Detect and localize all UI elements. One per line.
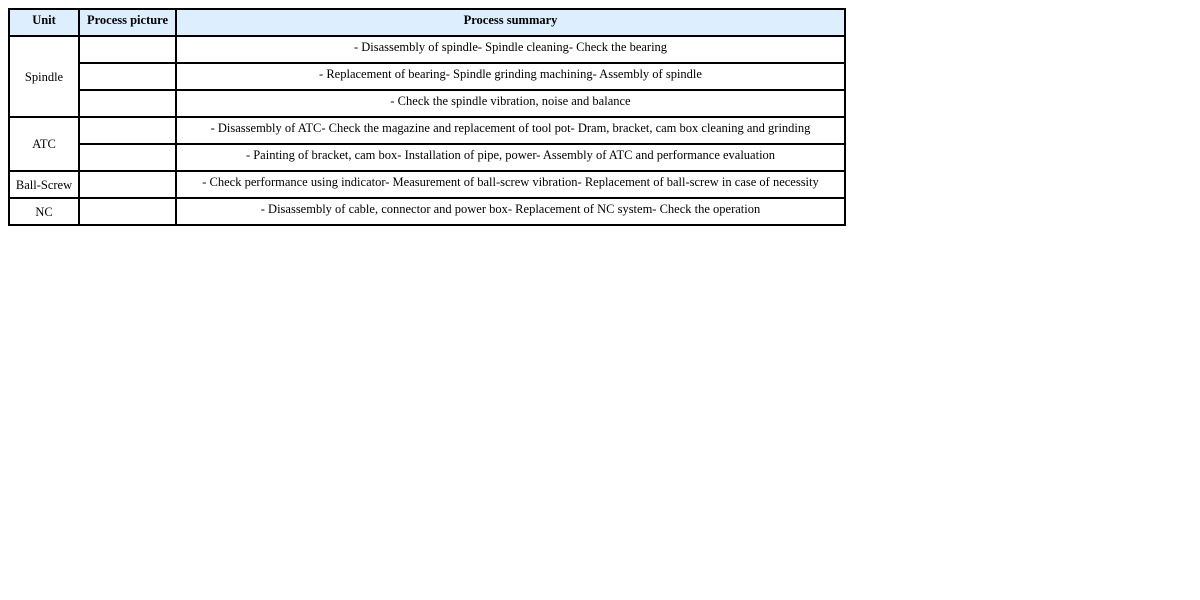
process-picture-cell xyxy=(79,36,176,63)
unit-cell-spindle: Spindle xyxy=(9,36,79,117)
unit-cell-nc: NC xyxy=(9,198,79,225)
process-summary-cell: - Check the spindle vibration, noise and balance xyxy=(176,90,845,117)
process-summary-cell: - Painting of bracket, cam box- Installation of pipe, power- Assembly of ATC and performance evaluation xyxy=(176,144,845,171)
process-picture-cell xyxy=(79,90,176,117)
table-row xyxy=(9,117,845,144)
process-picture-cell xyxy=(79,198,176,225)
table-row xyxy=(9,171,845,198)
unit-cell-atc: ATC xyxy=(9,117,79,171)
process-summary-cell: - Disassembly of cable, connector and power box- Replacement of NC system- Check the operation xyxy=(176,198,845,225)
process-table xyxy=(8,8,846,226)
process-picture-cell xyxy=(79,63,176,90)
table-row xyxy=(9,144,845,171)
process-summary-cell: - Disassembly of spindle- Spindle cleaning- Check the bearing xyxy=(176,36,845,63)
header-unit: Unit xyxy=(9,9,79,36)
process-summary-cell: - Disassembly of ATC- Check the magazine and replacement of tool pot- Dram, bracket, cam box cleaning and grinding xyxy=(176,117,845,144)
table-row xyxy=(9,36,845,63)
process-summary-cell: - Check performance using indicator- Measurement of ball-screw vibration- Replacement of ball-screw in case of necessity xyxy=(176,171,845,198)
table-row xyxy=(9,198,845,225)
header-process-summary: Process summary xyxy=(176,9,845,36)
process-picture-cell xyxy=(79,144,176,171)
table-row xyxy=(9,90,845,117)
header-row xyxy=(9,9,845,36)
header-process-picture: Process picture xyxy=(79,9,176,36)
process-summary-cell: - Replacement of bearing- Spindle grinding machining- Assembly of spindle xyxy=(176,63,845,90)
table-row xyxy=(9,63,845,90)
unit-cell-ball-screw: Ball-Screw xyxy=(9,171,79,198)
process-picture-cell xyxy=(79,117,176,144)
process-picture-cell xyxy=(79,171,176,198)
